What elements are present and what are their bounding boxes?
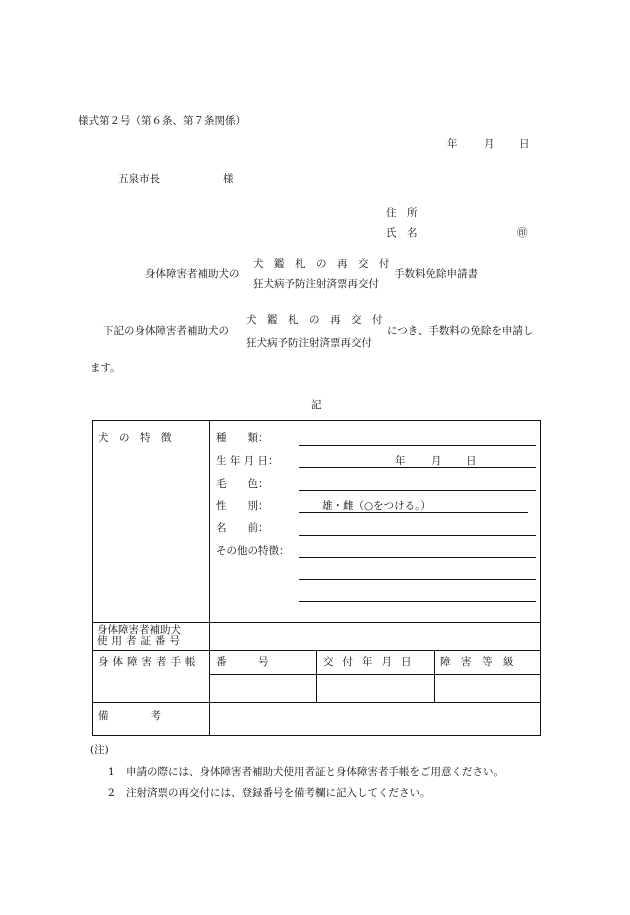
birth-day: 日 [466,455,477,467]
addressee: 五泉市長 [118,173,160,185]
honorific: 様 [223,173,234,185]
other-features-line-1[interactable] [299,557,536,558]
other-features-line-2[interactable] [299,579,536,580]
body-left: 下記の身体障害者補助犬の [103,325,229,337]
body-right: につき、手数料の免除を申請し [387,325,534,337]
breed-label: 種 類： [216,432,269,444]
body-top: 犬 鑑 札 の 再 交 付 [246,314,383,326]
sex-label: 性 別： [216,500,269,512]
ki-heading: 記 [311,399,322,411]
notes-title: (注) [90,744,109,756]
title-right: 手数料免除申請書 [394,268,478,280]
breed-line[interactable] [299,445,536,446]
body-bottom: 狂犬病予防注射済票再交付 [246,337,372,349]
note-2-number: 2 [108,787,115,799]
cert-label-line2: 使用者証番号 [97,635,184,647]
sex-options[interactable]: 雄・雌（○をつける。） [322,500,431,512]
title-top: 犬 鑑 札 の 再 交 付 [253,258,390,270]
other-features-line-3[interactable] [299,601,536,602]
name-label: 氏 名 [386,227,418,239]
number-header: 番 号 [216,656,269,668]
application-table [92,420,541,736]
remarks-label: 備 考 [98,710,161,722]
birthdate-label: 生 年 月 日： [216,455,279,467]
birthdate-line[interactable] [299,467,536,468]
address-label: 住 所 [386,207,418,219]
note-1-number: 1 [108,766,115,778]
date-day: 日 [519,138,530,150]
form-number: 様式第２号（第６条、第７条関係） [78,115,246,127]
birth-year: 年 [395,455,406,467]
note-1-text: 申請の際には、身体障害者補助犬使用者証と身体障害者手帳をご用意ください。 [126,766,504,778]
date-month: 月 [484,138,495,150]
sex-line [299,512,528,513]
title-left: 身体障害者補助犬の [145,268,240,280]
other-features-label: その他の特徴： [216,545,290,557]
coat-label: 毛 色： [216,478,269,490]
body-continuation: ます。 [90,362,121,374]
disability-grade-header: 障 害 等 級 [440,656,514,668]
note-2-text: 注射済票の再交付には、登録番号を備考欄に記入してください。 [126,787,431,799]
dog-name-line[interactable] [299,535,536,536]
coat-line[interactable] [299,490,536,491]
seal-mark: ㊞ [517,227,528,239]
issue-date-header: 交付年月日 [323,656,421,668]
date-year: 年 [447,138,458,150]
dog-name-label: 名 前： [216,522,269,534]
birth-month: 月 [431,455,442,467]
handbook-label: 身体障害者手帳 [98,656,200,668]
title-bottom: 狂犬病予防注射済票再交付 [253,278,379,290]
dog-features-label: 犬 の 特 徴 [98,432,172,444]
cert-label-line1: 身体障害者補助犬 [97,624,181,636]
